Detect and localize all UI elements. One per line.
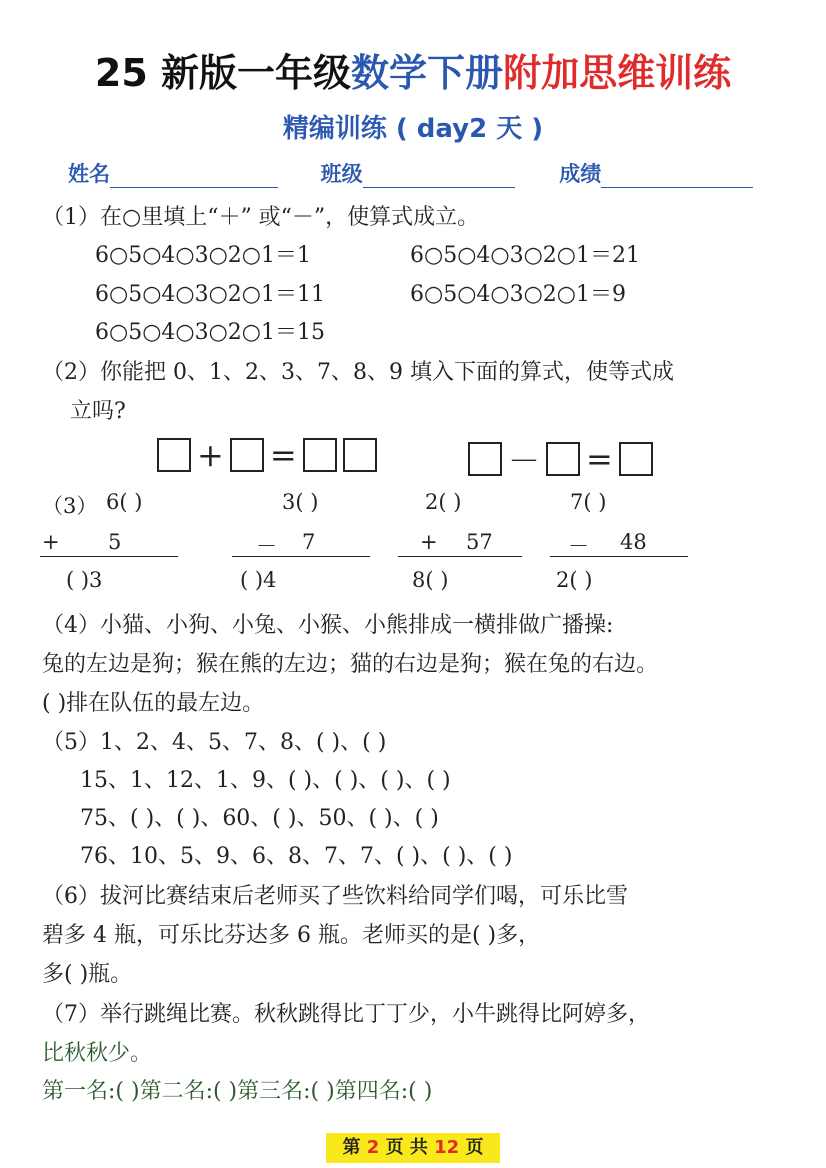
q3-p1-num: 5 (108, 530, 122, 554)
answer-box[interactable] (343, 438, 377, 472)
q3-p4-num: 48 (620, 530, 647, 554)
q3-p3-op: + (420, 530, 438, 554)
q1-item-2: 6○5○4○3○2○1＝21 (410, 243, 640, 268)
q3-p1-top: 6( ) (106, 490, 143, 514)
q3-p1-result: ( )3 (66, 568, 103, 592)
q4-line-3: ( )排在队伍的最左边。 (42, 691, 265, 716)
q2-equation-sub (468, 436, 653, 482)
q3-p2-op: － (256, 534, 277, 558)
q3-p4-op: － (568, 534, 589, 558)
q2-equation-add (157, 436, 377, 474)
title-part-3: 附加思维训练 (503, 51, 732, 95)
q4-line-2: 兔的左边是狗；猴在熊的左边；猫的右边是狗；猴在兔的右边。 (42, 652, 659, 677)
q7-line-3: 第一名:( )第二名:( )第三名:( )第四名:( ) (42, 1079, 433, 1104)
q3-p2-rule (232, 556, 370, 557)
q5-line-1: （5）1、2、4、5、7、8、( )、( ) (42, 730, 387, 755)
answer-box[interactable] (619, 442, 653, 476)
q5-line-2: 15、1、12、1、9、( )、( )、( )、( ) (80, 768, 451, 793)
equals-sign: = (586, 440, 613, 478)
q6-line-1: （6）拔河比赛结束后老师买了些饮料给同学们喝，可乐比雪 (42, 884, 628, 909)
current-page: 2 (366, 1137, 380, 1158)
q6-line-2: 碧多 4 瓶，可乐比芬达多 6 瓶。老师买的是( )多， (42, 923, 541, 948)
q3-p3-top: 2( ) (425, 490, 462, 514)
q3-p2-top: 3( ) (282, 490, 319, 514)
q5-line-3: 75、( )、( )、60、( )、50、( )、( ) (80, 806, 439, 831)
footer-middle: 页 共 (385, 1137, 428, 1158)
q2-prompt-line-2: 立吗? (70, 399, 126, 424)
page-title (0, 42, 826, 97)
q7-line-1: （7）举行跳绳比赛。秋秋跳得比丁丁少，小牛跳得比阿婷多， (42, 1002, 650, 1027)
q3-p3-num: 57 (466, 530, 493, 554)
class-label: 班级 (320, 162, 363, 186)
q4-line-1: （4）小猫、小狗、小兔、小猴、小熊排成一横排做广播操: (42, 613, 614, 638)
score-label: 成绩 (559, 162, 602, 186)
q7-line-2: 比秋秋少。 (42, 1041, 153, 1066)
q1-item-3: 6○5○4○3○2○1＝11 (95, 282, 325, 307)
answer-box[interactable] (157, 438, 191, 472)
plus-sign: + (197, 436, 224, 474)
page-number-footer (326, 1133, 500, 1163)
subtitle: 精编训练 ( day2 天 ) (282, 114, 544, 144)
title-part-1: 25 新版一年级 (94, 51, 352, 95)
score-field[interactable] (601, 161, 753, 188)
q3-p2-num: 7 (302, 530, 316, 554)
q3-p3-rule (398, 556, 522, 557)
footer-prefix: 第 (342, 1137, 361, 1158)
q1-item-1: 6○5○4○3○2○1＝1 (95, 243, 311, 268)
q3-p4-result: 2( ) (556, 568, 593, 592)
q1-item-5: 6○5○4○3○2○1＝15 (95, 320, 325, 345)
q3-p3-result: 8( ) (412, 568, 449, 592)
q3-p4-rule (550, 556, 688, 557)
student-info-row (68, 158, 753, 188)
answer-box[interactable] (468, 442, 502, 476)
equals-sign: = (269, 436, 297, 474)
name-field[interactable] (110, 161, 278, 188)
title-part-2: 数学下册 (351, 51, 504, 95)
total-pages: 12 (434, 1137, 460, 1158)
answer-box[interactable] (303, 438, 337, 472)
answer-box[interactable] (230, 438, 264, 472)
q3-p2-result: ( )4 (240, 568, 277, 592)
q6-line-3: 多( )瓶。 (42, 962, 133, 987)
q3-p1-rule (40, 556, 178, 557)
q5-line-4: 76、10、5、9、6、8、7、7、( )、( )、( ) (80, 844, 513, 869)
name-label: 姓名 (68, 162, 110, 186)
q2-prompt-line-1: （2）你能把 0、1、2、3、7、8、9 填入下面的算式，使等式成 (42, 360, 674, 385)
q1-item-4: 6○5○4○3○2○1＝9 (410, 282, 626, 307)
minus-sign: － (508, 442, 541, 480)
class-field[interactable] (363, 161, 515, 188)
q3-label: （3） (42, 494, 98, 518)
answer-box[interactable] (546, 442, 580, 476)
footer-suffix: 页 (465, 1137, 484, 1158)
q1-prompt: （1）在○里填上“＋” 或“－”，使算式成立。 (42, 205, 480, 230)
q3-p4-top: 7( ) (570, 490, 607, 514)
q3-p1-op: + (42, 530, 60, 554)
